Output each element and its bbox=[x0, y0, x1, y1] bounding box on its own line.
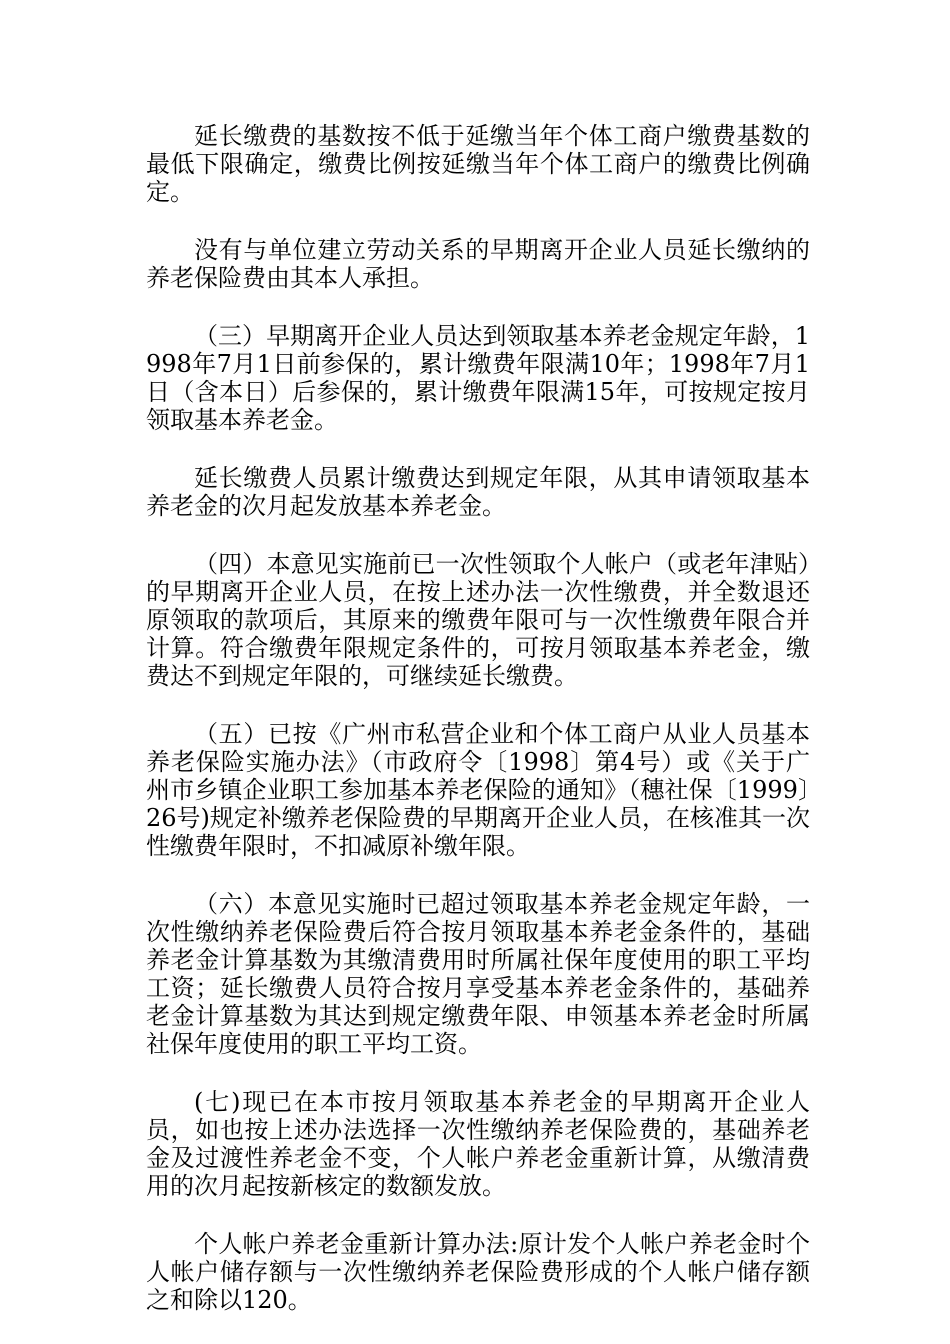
paragraph-9: 个人帐户养老金重新计算办法:原计发个人帐户养老金时个人帐户储存额与一次性缴纳养老保险费形成的个人帐户储存额之和除以120。 bbox=[146, 1230, 810, 1314]
paragraph-2: 没有与单位建立劳动关系的早期离开企业人员延长缴纳的养老保险费由其本人承担。 bbox=[146, 236, 810, 292]
paragraph-5: （四）本意见实施前已一次性领取个人帐户（或老年津贴）的早期离开企业人员，在按上述办法一次性缴费，并全数退还原领取的款项后，其原来的缴费年限可与一次性缴费年限合并计算。符合缴费年限规定条件的，可按月领取基本养老金，缴费达不到规定年限的，可继续延长缴费。 bbox=[146, 550, 810, 690]
paragraph-6: （五）已按《广州市私营企业和个体工商户从业人员基本养老保险实施办法》（市政府令〔1998〕第4号）或《关于广州市乡镇企业职工参加基本养老保险的通知》（穗社保〔1999〕26号)规定补缴养老保险费的早期离开企业人员，在核准其一次性缴费年限时，不扣减原补缴年限。 bbox=[146, 720, 810, 860]
paragraph-3: （三）早期离开企业人员达到领取基本养老金规定年龄，1998年7月1日前参保的，累计缴费年限满10年；1998年7月1日（含本日）后参保的，累计缴费年限满15年，可按规定按月领取基本养老金。 bbox=[146, 322, 810, 434]
paragraph-7: （六）本意见实施时已超过领取基本养老金规定年龄，一次性缴纳养老保险费后符合按月领取基本养老金条件的，基础养老金计算基数为其缴清费用时所属社保年度使用的职工平均工资；延长缴费人员符合按月享受基本养老金条件的，基础养老金计算基数为其达到规定缴费年限、申领基本养老金时所属社保年度使用的职工平均工资。 bbox=[146, 890, 810, 1058]
document-body bbox=[146, 122, 810, 1344]
paragraph-8: (七)现已在本市按月领取基本养老金的早期离开企业人员，如也按上述办法选择一次性缴纳养老保险费的，基础养老金及过渡性养老金不变，个人帐户养老金重新计算，从缴清费用的次月起按新核定的数额发放。 bbox=[146, 1088, 810, 1200]
paragraph-4: 延长缴费人员累计缴费达到规定年限，从其申请领取基本养老金的次月起发放基本养老金。 bbox=[146, 464, 810, 520]
paragraph-1: 延长缴费的基数按不低于延缴当年个体工商户缴费基数的最低下限确定，缴费比例按延缴当年个体工商户的缴费比例确定。 bbox=[146, 122, 810, 206]
